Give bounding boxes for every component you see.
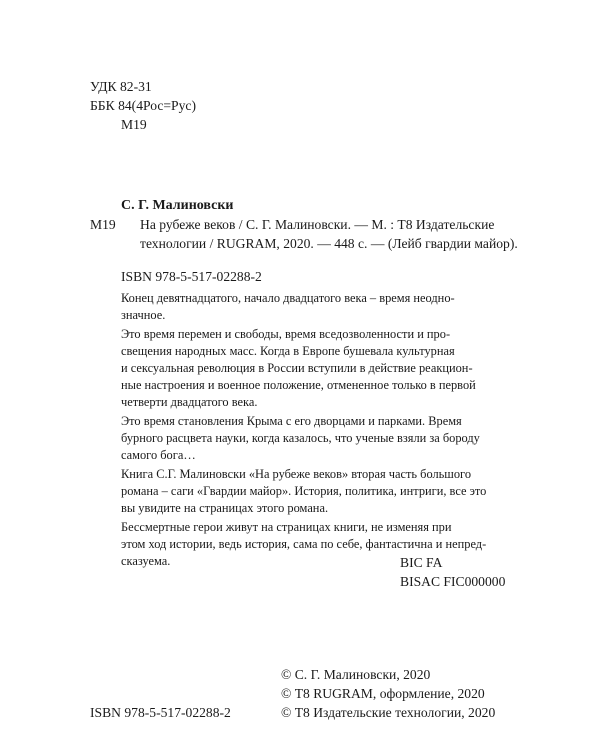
abstract-line: и сексуальная революция в России вступили в действие реакцион- xyxy=(121,361,473,375)
author-mark: М19 xyxy=(121,117,147,132)
abstract-line: Это время становления Крыма с его дворцами и парками. Время xyxy=(121,414,462,428)
bbk-code: ББК 84(4Рос=Рус) xyxy=(90,98,196,113)
abstract-line: самого бога… xyxy=(121,448,196,462)
isbn: ISBN 978-5-517-02288-2 xyxy=(121,269,262,284)
abstract-line: четверти двадцатого века. xyxy=(121,395,258,409)
abstract-line: ные настроения и военное положение, отмененное только в первой xyxy=(121,378,476,392)
bib-line: На рубеже веков / С. Г. Малиновски. — М. : Т8 Издательские xyxy=(140,217,495,232)
copyright-line: © Т8 Издательские технологии, 2020 xyxy=(281,705,496,720)
abstract-line: Книга С.Г. Малиновски «На рубеже веков» вторая часть большого xyxy=(121,467,472,481)
abstract-paragraph xyxy=(121,466,506,517)
abstract-line: сказуема. xyxy=(121,554,171,568)
bibliographic-description xyxy=(140,215,518,253)
abstract-line: бурного расцвета науки, когда казалось, что ученые взяли за бороду xyxy=(121,431,480,445)
abstract-paragraph xyxy=(121,413,506,464)
abstract-paragraph xyxy=(121,519,506,570)
copyright-line: © С. Г. Малиновски, 2020 xyxy=(281,667,431,682)
author-heading: С. Г. Малиновски xyxy=(121,198,234,213)
abstract-paragraph xyxy=(121,290,506,324)
abstract xyxy=(121,290,506,570)
udc-code: УДК 82-31 xyxy=(90,79,152,94)
abstract-line: вы увидите на страницах этого романа. xyxy=(121,501,329,515)
bic-code: BIC FA xyxy=(400,555,443,570)
bisac-code: BISAC FIC000000 xyxy=(400,574,506,589)
abstract-line: этом ход истории, ведь история, сама по себе, фантастична и непред- xyxy=(121,537,487,551)
abstract-line: свещения народных масс. Когда в Европе бушевала культурная xyxy=(121,344,455,358)
abstract-line: Бессмертные герои живут на страницах книги, не изменяя при xyxy=(121,520,452,534)
abstract-line: значное. xyxy=(121,308,166,322)
abstract-line: Конец девятнадцатого, начало двадцатого века – время неодно- xyxy=(121,291,455,305)
abstract-paragraph xyxy=(121,326,506,411)
catalog-author-mark: М19 xyxy=(90,217,116,232)
bib-line: технологии / RUGRAM, 2020. — 448 с. — (Лейб гвардии майор). xyxy=(140,236,518,251)
copyright-line: © Т8 RUGRAM, оформление, 2020 xyxy=(281,686,485,701)
abstract-line: романа – саги «Гвардии майор». История, политика, интриги, все это xyxy=(121,484,487,498)
abstract-line: Это время перемен и свободы, время вседозволенности и про- xyxy=(121,327,451,341)
isbn-footer: ISBN 978-5-517-02288-2 xyxy=(90,705,231,720)
